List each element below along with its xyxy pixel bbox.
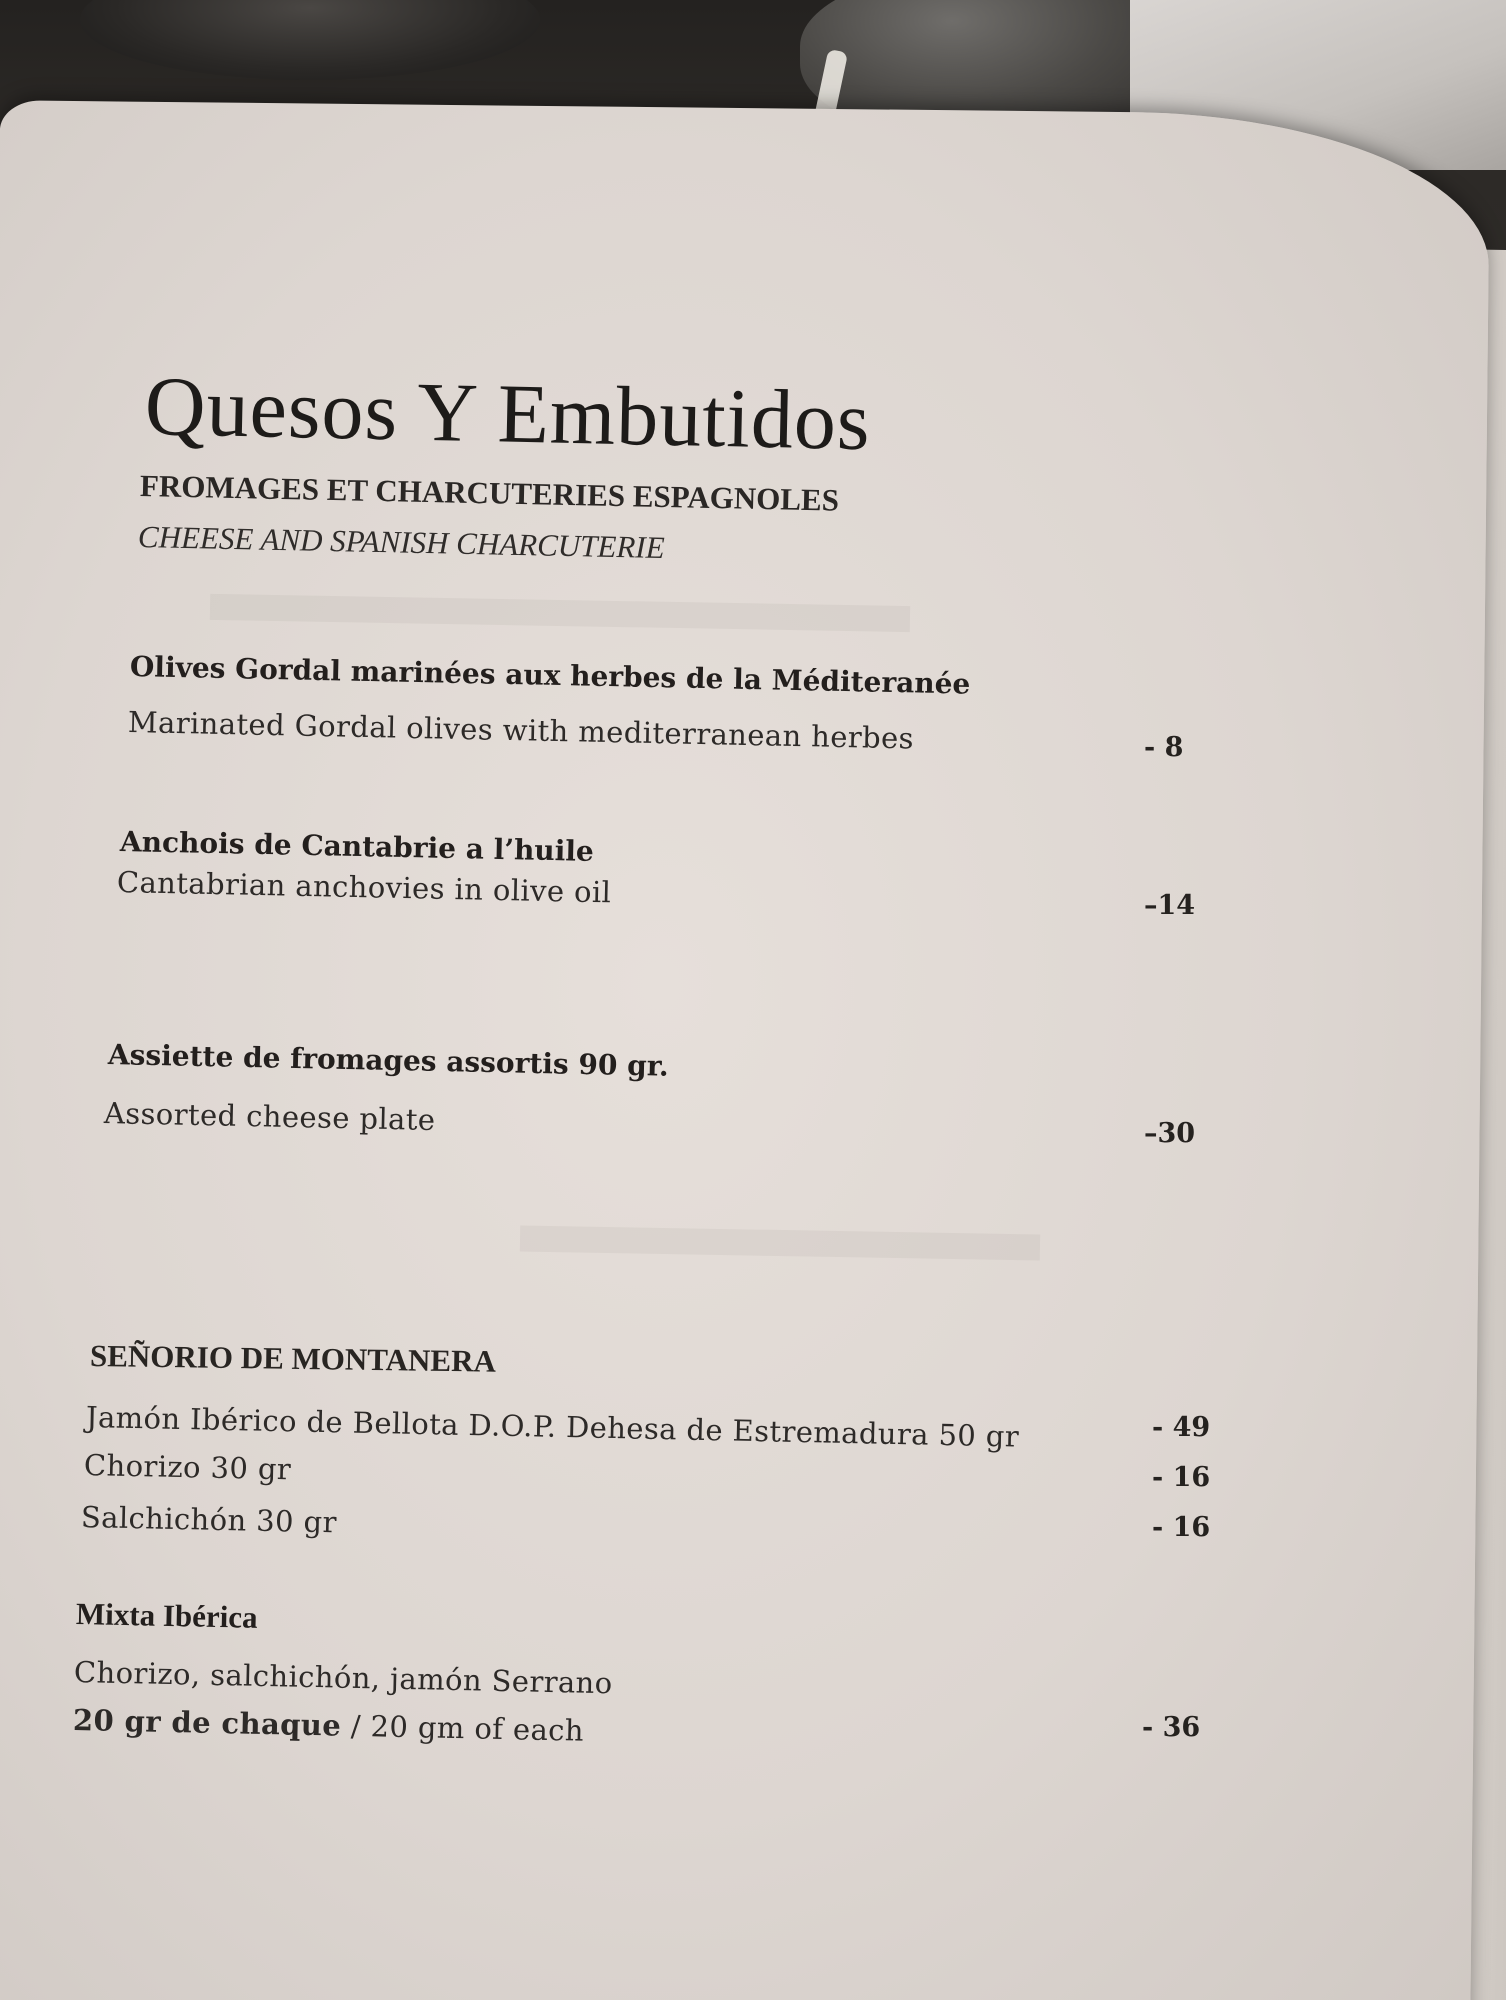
menu-subtitle-french: FROMAGES ET CHARCUTERIES ESPAGNOLES bbox=[139, 468, 840, 518]
item-price-cheese-plate: –30 bbox=[1144, 1118, 1196, 1149]
qty-french: 20 gr de chaque bbox=[72, 1703, 342, 1743]
item-name-mixta: Mixta Ibérica bbox=[75, 1596, 258, 1635]
menu-title: Quesos Y Embutidos bbox=[144, 360, 872, 469]
item-desc-olives: Marinated Gordal olives with mediterranean herbes bbox=[127, 705, 915, 756]
show-through-smudge bbox=[520, 1225, 1040, 1260]
senorio-price-jamon: - 49 bbox=[1152, 1412, 1211, 1443]
item-name-olives: Olives Gordal marinées aux herbes de la Méditeranée bbox=[129, 650, 971, 701]
senorio-line-chorizo: Chorizo 30 gr bbox=[83, 1448, 292, 1487]
senorio-price-chorizo: - 16 bbox=[1152, 1462, 1211, 1493]
menu-subtitle-english: CHEESE AND SPANISH CHARCUTERIE bbox=[137, 519, 665, 566]
qty-english: / 20 gm of each bbox=[340, 1708, 585, 1748]
item-desc-cheese-plate: Assorted cheese plate bbox=[103, 1096, 436, 1137]
senorio-line-salchichon: Salchichón 30 gr bbox=[80, 1500, 338, 1540]
section-heading-senorio: SEÑORIO DE MONTANERA bbox=[89, 1338, 497, 1379]
senorio-price-salchichon: - 16 bbox=[1152, 1512, 1211, 1543]
item-qty-mixta bbox=[73, 1703, 585, 1748]
item-price-anchovies: –14 bbox=[1144, 890, 1196, 921]
item-name-cheese-plate: Assiette de fromages assortis 90 gr. bbox=[107, 1038, 670, 1083]
senorio-line-jamon: Jamón Ibérico de Bellota D.O.P. Dehesa de Estremadura 50 gr bbox=[85, 1400, 1020, 1454]
item-price-mixta: - 36 bbox=[1142, 1712, 1201, 1743]
item-name-anchovies: Anchois de Cantabrie a l’huile bbox=[119, 825, 595, 868]
show-through-smudge bbox=[210, 594, 910, 632]
item-desc-mixta: Chorizo, salchichón, jamón Serrano bbox=[73, 1655, 613, 1701]
item-desc-anchovies: Cantabrian anchovies in olive oil bbox=[116, 865, 612, 910]
item-price-olives: - 8 bbox=[1144, 732, 1184, 763]
